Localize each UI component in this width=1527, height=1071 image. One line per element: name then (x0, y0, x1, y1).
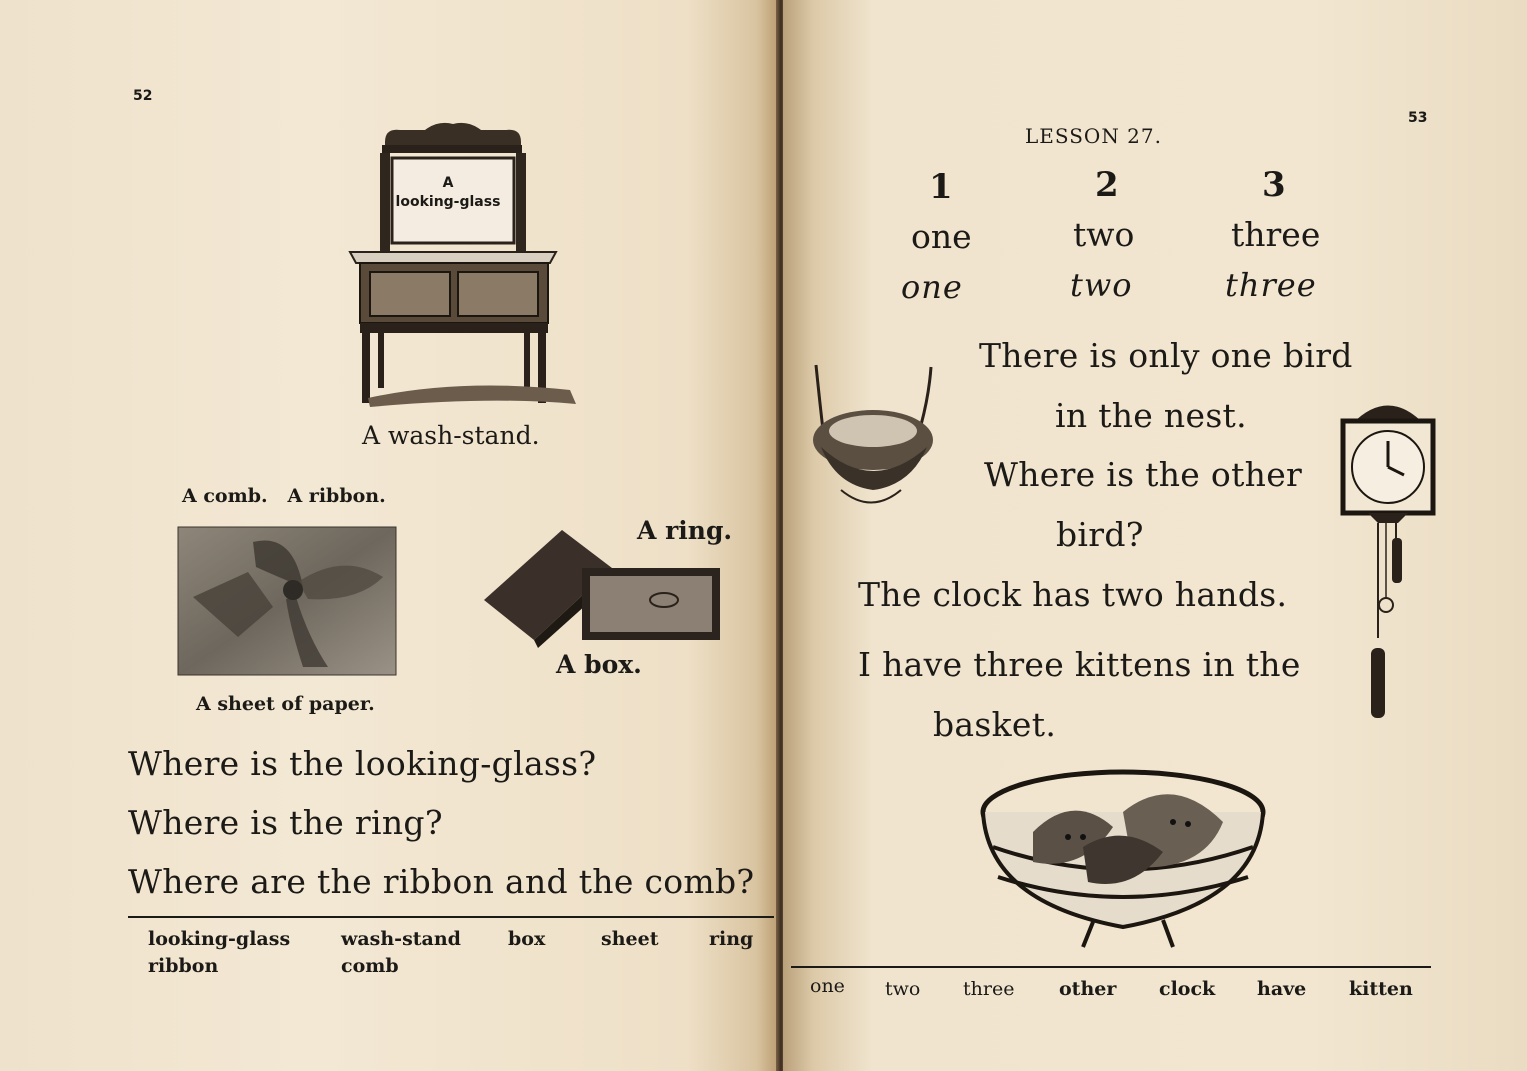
sentence-3: Where is the other (984, 455, 1303, 494)
vocab-word: ring (709, 928, 754, 950)
ribbon-photo (178, 527, 396, 675)
vocab-word: wash-stand (341, 928, 461, 950)
vocab-word: comb (341, 955, 399, 977)
vocabulary-divider (791, 966, 1431, 968)
vocabulary-divider (128, 916, 774, 918)
washstand-caption: A wash-stand. (362, 421, 540, 450)
vocab-word: kitten (1349, 978, 1413, 1000)
sheet-label: A sheet of paper. (196, 693, 375, 715)
sentence-1: Where is the looking-glass? (128, 744, 597, 783)
numeral-three: 3 (1262, 165, 1286, 205)
sentence-6: I have three kittens in the (858, 645, 1301, 684)
vocab-word: looking-glass (148, 928, 291, 950)
numeral-one: 1 (929, 167, 953, 207)
sentence-7: basket. (933, 705, 1057, 744)
cuckoo-clock-illustration (1338, 393, 1438, 723)
page-number: 53 (1408, 110, 1428, 126)
numeral-two: 2 (1095, 165, 1119, 205)
word-two: two (1073, 215, 1135, 254)
sentence-4: bird? (1056, 515, 1144, 554)
vocab-word: have (1257, 978, 1307, 1000)
word-three: three (1231, 215, 1321, 254)
script-three: three (1225, 266, 1317, 304)
ring-box-illustration (482, 528, 722, 648)
comb-ribbon-label: A comb. A ribbon. (182, 485, 386, 507)
vocab-word: one (810, 975, 845, 997)
script-one: one (901, 268, 963, 306)
vocab-word: two (885, 978, 921, 1000)
right-page (783, 0, 1527, 1071)
looking-glass-label: A looking-glass (395, 175, 501, 210)
sentence-1: There is only one bird (979, 336, 1353, 375)
vocab-word: sheet (601, 928, 659, 950)
nest-illustration (801, 355, 951, 520)
washstand-illustration (340, 120, 590, 425)
word-one: one (911, 217, 972, 256)
sentence-2: Where is the ring? (128, 803, 443, 842)
sentence-5: The clock has two hands. (858, 575, 1288, 614)
page-number: 52 (133, 88, 153, 104)
vocab-word: other (1059, 978, 1117, 1000)
vocab-word: three (963, 978, 1015, 1000)
sentence-2: in the nest. (1055, 396, 1247, 435)
sentence-3: Where are the ribbon and the comb? (128, 862, 755, 901)
vocab-word: box (508, 928, 546, 950)
vocab-word: clock (1159, 978, 1216, 1000)
kitten-basket-illustration (973, 752, 1273, 952)
box-label: A box. (556, 650, 642, 679)
script-two: two (1070, 266, 1133, 304)
vocab-word: ribbon (148, 955, 219, 977)
lesson-title: LESSON 27. (1025, 124, 1162, 148)
ring-label: A ring. (637, 516, 733, 545)
